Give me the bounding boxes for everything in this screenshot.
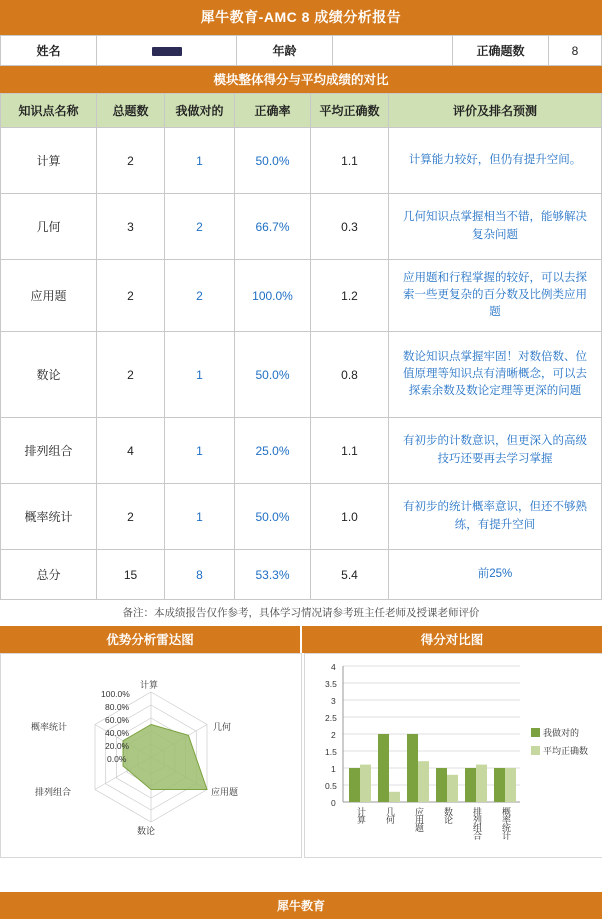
radar-axis-label-4: 排列组合 — [35, 787, 72, 797]
radar-tick-60: 60.0% — [105, 715, 130, 725]
footer-brand: 犀牛教育 — [0, 892, 602, 919]
cell-name: 概率统计 — [1, 484, 97, 550]
cell-total: 2 — [97, 484, 165, 550]
age-label: 年龄 — [237, 36, 333, 66]
cell-correct: 1 — [165, 128, 235, 194]
bar-ytick-2: 2 — [331, 730, 336, 740]
bar-ytick-3: 3 — [331, 696, 336, 706]
cell-comment: 前25% — [389, 550, 602, 600]
student-info-table — [0, 35, 602, 66]
cell-total: 15 — [97, 550, 165, 600]
th-correct: 我做对的 — [165, 94, 235, 128]
table-row — [1, 36, 602, 66]
bar-xtick-4: 排列组合 — [472, 807, 482, 839]
radar-axis-label-5: 概率统计 — [31, 722, 68, 732]
cell-avg: 1.0 — [311, 484, 389, 550]
bar-xtick-5: 概率统计 — [501, 807, 511, 839]
report-note: 备注：本成绩报告仅作参考，具体学习情况请参考班主任老师及授课老师评价 — [122, 607, 480, 619]
bar-xtick-3: 数论 — [443, 807, 453, 823]
cell-comment: 计算能力较好，但仍有提升空间。 — [389, 128, 602, 194]
radar-tick-80: 80.0% — [105, 702, 130, 712]
cell-comment: 数论知识点掌握牢固！对数倍数、位值原理等知识点有清晰概念，可以去探索余数及数论定理等更深的问题 — [389, 332, 602, 418]
name-label: 姓名 — [1, 36, 97, 66]
cell-total: 3 — [97, 194, 165, 260]
th-name: 知识点名称 — [1, 94, 97, 128]
bar-ytick-0: 0 — [331, 798, 336, 808]
legend-swatch-mine — [531, 728, 540, 737]
correct-count-value: 8 — [549, 36, 602, 66]
cell-correct: 1 — [165, 484, 235, 550]
legend-label-mine: 我做对的 — [543, 728, 580, 738]
module-section-bar: 模块整体得分与平均成绩的对比 — [0, 66, 602, 93]
bar-ytick-2.5: 2.5 — [325, 713, 337, 723]
cell-rate: 50.0% — [235, 484, 311, 550]
table-row — [1, 550, 602, 600]
table-row — [1, 332, 602, 418]
cell-rate: 50.0% — [235, 332, 311, 418]
radar-tick-100: 100.0% — [101, 689, 130, 699]
cell-correct: 2 — [165, 260, 235, 332]
cell-correct: 8 — [165, 550, 235, 600]
cell-rate: 25.0% — [235, 418, 311, 484]
radar-tick-20: 20.0% — [105, 741, 130, 751]
cell-comment: 几何知识点掌握相当不错，能够解决复杂问题 — [389, 194, 602, 260]
legend-label-avg: 平均正确数 — [543, 746, 589, 756]
cell-total: 2 — [97, 260, 165, 332]
cell-name: 几何 — [1, 194, 97, 260]
cell-correct: 1 — [165, 332, 235, 418]
table-row — [1, 128, 602, 194]
th-comment: 评价及排名预测 — [389, 94, 602, 128]
radar-axis-label-0: 计算 — [140, 680, 159, 690]
correct-count-label: 正确题数 — [453, 36, 549, 66]
name-value — [97, 36, 237, 66]
legend-swatch-avg — [531, 746, 540, 755]
redacted-name — [152, 47, 182, 56]
bar-ytick-0.5: 0.5 — [325, 781, 337, 791]
bar-ytick-1: 1 — [331, 764, 336, 774]
cell-name: 总分 — [1, 550, 97, 600]
age-value — [333, 36, 453, 66]
cell-avg: 1.1 — [311, 128, 389, 194]
radar-tick-40: 40.0% — [105, 728, 130, 738]
charts-body — [0, 653, 602, 858]
table-header-row — [1, 94, 602, 128]
cell-comment: 应用题和行程掌握的较好，可以去探索一些更复杂的百分数及比例类应用题 — [389, 260, 602, 332]
cell-name: 计算 — [1, 128, 97, 194]
legend-item-avg — [531, 744, 588, 757]
charts-header — [0, 626, 602, 653]
cell-avg: 0.3 — [311, 194, 389, 260]
radar-chart — [0, 653, 302, 858]
knowledge-table — [0, 93, 602, 600]
radar-tick-0: 0.0% — [107, 754, 127, 764]
legend-item-mine — [531, 726, 579, 739]
table-row — [1, 418, 602, 484]
cell-name: 数论 — [1, 332, 97, 418]
cell-rate: 53.3% — [235, 550, 311, 600]
th-total: 总题数 — [97, 94, 165, 128]
bar-chart-title: 得分对比图 — [302, 626, 602, 653]
radar-axis-label-1: 几何 — [213, 722, 232, 732]
page-title: 犀牛教育-AMC 8 成绩分析报告 — [0, 0, 602, 35]
radar-axis-label-3: 数论 — [137, 826, 156, 836]
cell-rate: 50.0% — [235, 128, 311, 194]
cell-avg: 1.2 — [311, 260, 389, 332]
cell-comment: 有初步的计数意识，但更深入的高级技巧还要再去学习掌握 — [389, 418, 602, 484]
cell-total: 2 — [97, 128, 165, 194]
cell-avg: 0.8 — [311, 332, 389, 418]
radar-axis-label-2: 应用题 — [211, 787, 239, 797]
cell-total: 4 — [97, 418, 165, 484]
bar-ytick-1.5: 1.5 — [325, 747, 337, 757]
bar-ytick-3.5: 3.5 — [325, 679, 337, 689]
th-avg: 平均正确数 — [311, 94, 389, 128]
bar-xtick-0: 计算 — [356, 807, 366, 823]
bar-xtick-1: 几何 — [385, 807, 395, 823]
cell-correct: 1 — [165, 418, 235, 484]
cell-avg: 1.1 — [311, 418, 389, 484]
cell-name: 排列组合 — [1, 418, 97, 484]
cell-correct: 2 — [165, 194, 235, 260]
bar-chart — [304, 653, 602, 858]
cell-rate: 100.0% — [235, 260, 311, 332]
cell-name: 应用题 — [1, 260, 97, 332]
cell-comment: 有初步的统计概率意识，但还不够熟练，有提升空间 — [389, 484, 602, 550]
radar-chart-title: 优势分析雷达图 — [0, 626, 300, 653]
cell-total: 2 — [97, 332, 165, 418]
bar-ytick-4: 4 — [331, 662, 336, 672]
table-row — [1, 260, 602, 332]
table-row — [1, 194, 602, 260]
cell-avg: 5.4 — [311, 550, 389, 600]
th-rate: 正确率 — [235, 94, 311, 128]
cell-rate: 66.7% — [235, 194, 311, 260]
bar-xtick-2: 应用题 — [414, 807, 424, 831]
table-row — [1, 484, 602, 550]
